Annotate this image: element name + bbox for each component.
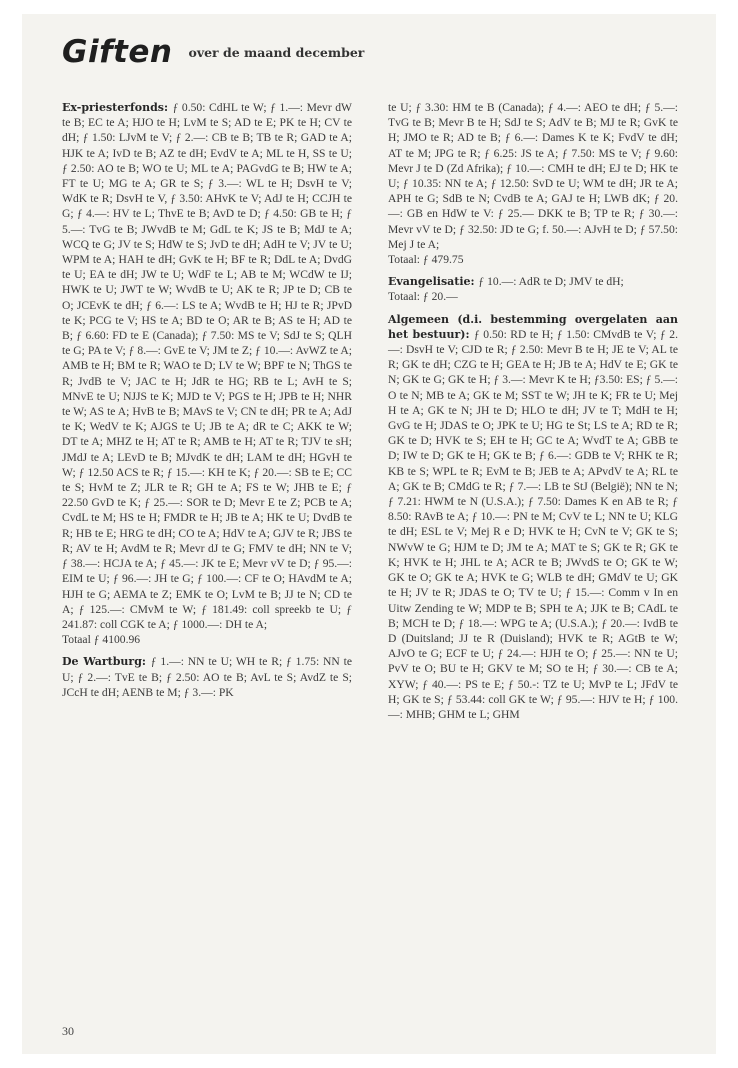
- magazine-page: [22, 14, 716, 1054]
- section-text: ƒ 10.—: AdR te D; JMV te dH;: [478, 275, 624, 289]
- section-algemeen: [388, 312, 678, 722]
- right-column: [388, 100, 678, 729]
- section-heading: Evangelisatie:: [388, 275, 479, 289]
- page-title: Giften: [62, 34, 173, 70]
- section-de-wartburg: [62, 654, 352, 700]
- section-ex-priesterfonds: [62, 100, 352, 647]
- page-number: 30: [62, 1024, 74, 1038]
- page-subtitle: over de maand december: [188, 45, 365, 60]
- page-header: [62, 34, 364, 70]
- section-text: te U; ƒ 3.30: HM te B (Canada); ƒ 4.—: AEO te dH; ƒ 5.—: TvG te B; Mevr B te H; SdJ te S; AdV te B; MJ te R; GvK te H; JMO te R; AD te B; ƒ 6.—: Dames K te K; FvdV te dH; AT te M; JPG te R; ƒ 6.25: JS te A; ƒ 7.50: MS te V; ƒ 9.60: Mevr J te D (Zd Afrika); ƒ 10.—: CMH te dH; EJ te D; HK te U; ƒ 10.35: NN te A; ƒ 12.50: SvD te U; WM te dH; JR te A; APH te G; SdB te N; CvdB te A; GAJ te H; LWB dK; ƒ 20.—: GB en HdW te V: ƒ 25.— DKK te B; TP te R; ƒ 30.—: Mevr vV te D; ƒ 32.50: JD te G; f. 50.—: AJvH te D; ƒ 57.50: Mej J te A;: [388, 101, 678, 251]
- section-total: Totaal: ƒ 20.—: [388, 290, 458, 304]
- section-text: ƒ 0.50: CdHL te W; ƒ 1.—: Mevr dW te B; EC te A; HJO te H; LvM te S; AD te E; PK te H; CV te dH; ƒ 1.50: LJvM te V; ƒ 2.—: CB te B; TB te R; GAD te A; HJK te A; IvD te B; AZ te dH; EvdV te A; ML te H, SS te U; ƒ 2.50: AO te B; WO te U; ML te A; PAGvdG te B; HW te A; FT te U; MG te A; GR te S; ƒ 3.—: WL te H; DsvH te V; WdK te R; DsvH te V, ƒ 3.50: AHvK te V; AdJ te H; CCJH te G; ƒ 4.—: HV te L; ThvE te B; AvD te D; ƒ 4.50: GB te H; ƒ 5.—: TvG te B; JWvdB te M; GdL te K; JS te B; MdJ te A; WCQ te G; JV te S; HdW te S; JvD te dH; AdH te V; JV te U; WPM te A; HAH te dH; GvK te H; BF te R; DdL te A; DvdG te U; EA te dH; JW te U; WdF te L; AB te M; WCdW te IJ; HWK te U; JWT te W; WvdB te U; AK te R; JP te D; CB te O; JCEvK te dH; ƒ 6.—: LS te A; WvdB te H; HJ te R; JPvD te K; PCG te V; HS te A; BD te O; AR te B; AS te H; AD te B; ƒ 6.60: FD te E (Canada); ƒ 7.50: MS te V; SdJ te S; QLH te G; PA te V; ƒ 8.—: GvE te V; JM te Z; ƒ 10.—: AvWZ te A; AMB te H; BM te R; WAO te D; LV te W; BPF te N; ThGS te R; JvdB te V; JAC te H; JdR te HG; RB te L; AvH te S; MNvE te U; NJJS te K; MJD te V; PGS te H; JPB te H; NHR te W; AS te A; HvB te B; MAvS te V; CN te dH; PR te A; AdJ te K; WedV te K; AJGS te U; JB te A; dR te C; AKK te W; DT te A; MHZ te H; AT te R; AMB te H; AT te R; TJV te sH; JMdJ te A; LEvD te B; MJvdK te dH; LAM te dH; HGvH te W; ƒ 12.50 ACS te R; ƒ 15.—: KH te K; ƒ 20.—: SB te E; CC te S; HvM te Z; JLR te R; GH te A; FS te W; JHB te E; ƒ 22.50 GvD te K; ƒ 25.—: SOR te D; Mevr E te Z; PCB te A; CvdL te M; HS te H; FMDR te H; JB te A; HK te U; DvdB te R; HB te E; HRG te dH; CO te A; HdV te A; GJV te R; JBS te R; AV te H; AvdM te R; Mevr dJ te G; FMV te dH; NN te V; ƒ 38.—: HCJA te A; ƒ 45.—: JK te E; Mevr vV te D; ƒ 95.—: EIM te U; ƒ 96.—: JH te G; ƒ 100.—: CF te O; HAvdM te A; HJH te G; AEMA te Z; EMK te O; LvM te B; JJ te N; CD te A; ƒ 125.—: CMvM te W; ƒ 181.49: coll spreekb te U; ƒ 241.87: coll CGK te A; ƒ 1000.—: DH te A;: [62, 101, 352, 631]
- section-total: Totaal ƒ 4100.96: [62, 633, 141, 647]
- section-evangelisatie: [388, 274, 678, 304]
- section-heading: De Wartburg:: [62, 655, 151, 669]
- section-heading: Algemeen (d.i. bestemming overgelaten aan het bestuur):: [388, 312, 678, 341]
- section-total: Totaal: ƒ 479.75: [388, 253, 464, 267]
- left-column: [62, 100, 352, 707]
- section-continuation: [388, 100, 678, 267]
- section-text: ƒ 0.50: RD te H; ƒ 1.50: CMvdB te V; ƒ 2.—: DsvH te V; CJD te R; ƒ 2.50: Mevr B te H; JE te V; AL te R; GK te dH; CZG te H; GEA te H; JB te A; HdV te E; GK te N; GK te G; GK te H; ƒ 3.—: Mevr K te H; ƒ3.50: ES; ƒ 5.—: O te N; MB te A; GK te M; SST te W; JH te K; FR te U; Mej H te A; GK te N; JH te D; HLO te dH; JV te T; MdH te H; GvG te H; JDAS te O; JPK te U; HG te St; LS te A; RD te R; GK te D; HVK te S; EH te H; GC te A; WvdT te A; GBB te D; IW te D; GK te H; GK te B; ƒ 6.—: GDB te V; RHK te R; KB te S; WPL te R; EvM te B; JEB te A; APvdV te A; RL te A; GK te B; CMdG te R; ƒ 7.—: LB te StJ (België); NN te N; ƒ 7.21: HWM te N (U.S.A.); ƒ 7.50: Dames K en AB te R; ƒ 8.50: RAvB te A; ƒ 10.—: PN te M; CvV te L; NN te U; KLG te dH; ESL te V; Mej R e D; HVK te H; CvN te V; GK te S; NWvW te G; HJM te D; JM te A; MAT te S; GK te R; GK te K; HVK te H; JHL te A; ACR te B; JWvdS te O; GK te W; GK te O; GK te A; HVK te G; WLB te dH; GMdV te U; GK te H; JV te R; JDAS te O; TV te U; ƒ 15.—: Comm v In en Uitw Zending te W; MDP te B; SPH te A; JJK te B; CAdL te B; MCH te D; ƒ 18.—: WPG te A; (U.S.A.); ƒ 20.—: IvdB te D (Duitsland; JJ te R (Duisland); HVK te R; AGtB te W; AJvO te G; ECF te U; ƒ 24.—: HJH te O; ƒ 25.—: NN te U; PvV te O; BU te H; GKV te M; SO te H; ƒ 30.—: CB te A; XYW; ƒ 40.—: PS te E; ƒ 50.-: TZ te U; MvP te L; JFdV te H; GK te S; ƒ 53.44: coll GK te W; ƒ 95.—: HJV te H; ƒ 100.—: MHB; GHM te L; GHM: [388, 327, 678, 721]
- section-heading: Ex-priesterfonds:: [62, 101, 173, 114]
- section-text: ƒ 1.—: NN te U; WH te R; ƒ 1.75: NN te U; ƒ 2.—: TvE te B; ƒ 2.50: AO te B; AvL te S; AvdZ te S; JCcH te dH; AENB te M; ƒ 3.—: PK: [62, 655, 352, 699]
